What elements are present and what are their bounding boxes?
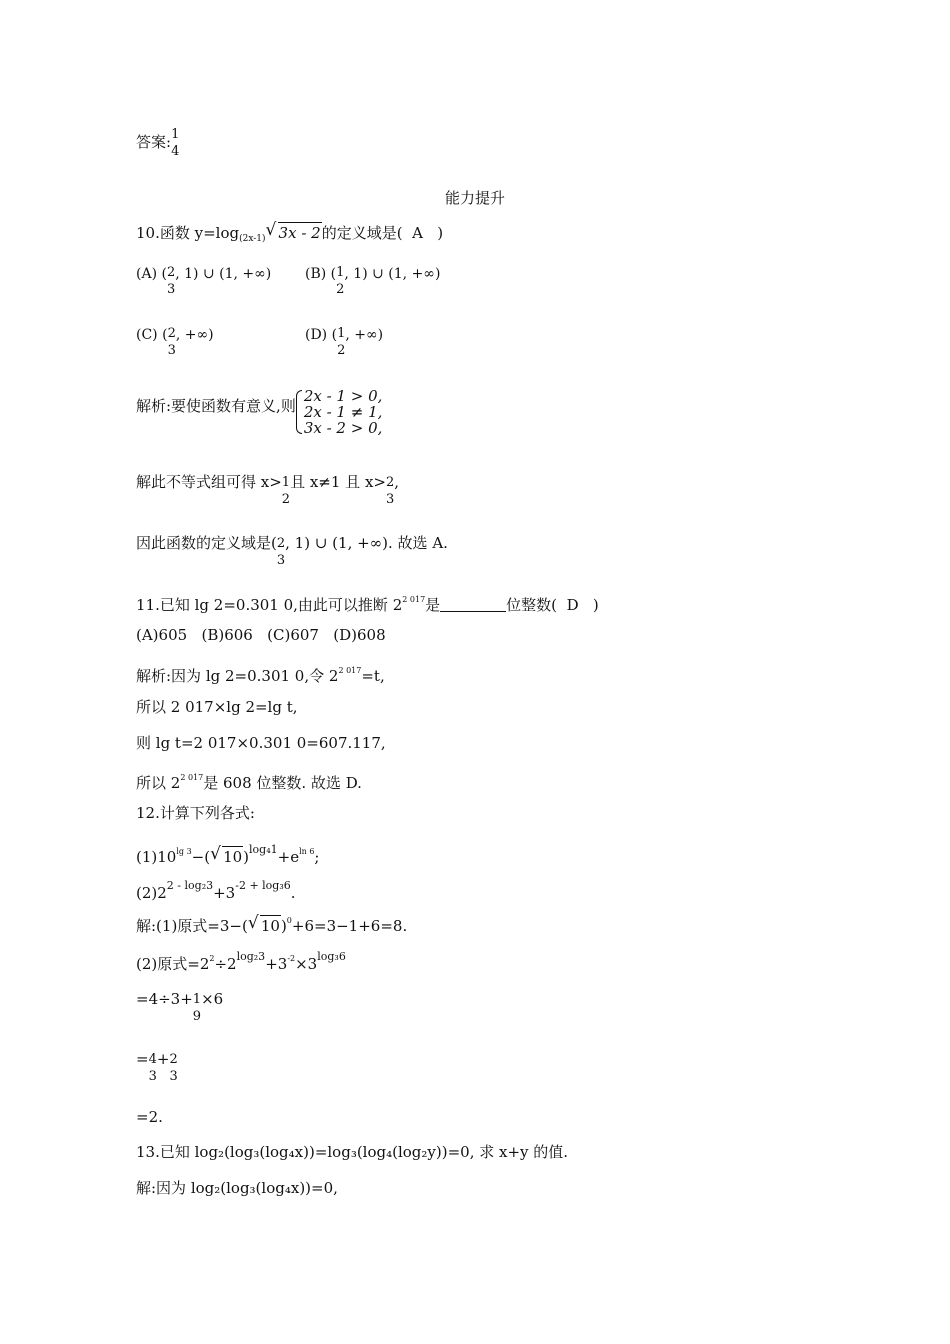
q13-stem: 13.已知 log₂(log₃(log₄x))=log₃(log₄(log₂y))=0, 求 x+y 的值. bbox=[136, 1143, 569, 1161]
q12-stem: 12.计算下列各式: bbox=[136, 804, 255, 822]
sqrt-ten: √ 10 bbox=[248, 915, 281, 936]
q12-part-1: $(1)10^{lg 3}-(√$ $10)^{log_41}+e^{ln 6}$; bbox=[136, 840, 319, 867]
q10-option-c: (C) ( 2 3 , +∞) bbox=[136, 326, 214, 358]
q12-solution-2: (2)原式$=2^2\div 2^{log_23}+3^{-2}\times 3^{log_36}$ bbox=[136, 950, 346, 973]
q11-options: (A)605 (B)606 (C)607 (D)608 bbox=[136, 626, 386, 644]
q10-option-a: (A) ( 2 3 , 1) ∪ (1, +∞) bbox=[136, 265, 272, 297]
fill-blank bbox=[440, 597, 506, 612]
q11-stem: 11.已知 lg 2=0.301 0,由此可以推断 $2^{2 017}$是 位整数( D ) bbox=[136, 595, 599, 614]
section-title: 能力提升 bbox=[444, 189, 505, 207]
answer-9-line bbox=[136, 127, 180, 160]
answer-label: 答案: bbox=[136, 133, 172, 151]
q10-answer: A bbox=[412, 224, 423, 242]
q13-solution: 解:因为 log₂(log₃(log₄x))=0, bbox=[136, 1179, 338, 1197]
inequality-system: 2x - 1 > 0, 2x - 1 ≠ 1, 3x - 2 > 0, bbox=[296, 388, 383, 436]
sqrt-expression: √ 3x - 2 bbox=[266, 222, 322, 243]
q11-solution-1: 解析:因为 lg 2=0.301 0,令 $2^{2 017}=t$, bbox=[136, 666, 385, 685]
q10-solution-1: 解析:要使函数有意义,则 2x - 1 > 0, 2x - 1 ≠ 1, 3x - 2 > 0, bbox=[136, 387, 383, 437]
q11-solution-3: 则 lg t=2 017×0.301 0=607.117, bbox=[136, 734, 386, 752]
q10-option-d: (D) ( 1 2 , +∞) bbox=[305, 326, 384, 358]
q10-stem: 10.函数 $y=\log_{(2x-1)}√$ 3x - 2的定义域是( A ) bbox=[136, 222, 443, 249]
q12-solution-4: = 4 3 + 2 3 bbox=[136, 1050, 178, 1084]
q10-solution-3: 因此函数的定义域是( 2 3 , 1) ∪ (1, +∞). 故选 A. bbox=[136, 534, 448, 568]
q12-part-2: $(2)2^{2 - log_23}+3^{-2 + log_36}$. bbox=[136, 879, 296, 902]
q11-answer: D bbox=[566, 596, 579, 614]
q11-solution-2: 所以 2 017×lg 2=lg t, bbox=[136, 698, 298, 716]
q10-option-b: (B) ( 1 2 , 1) ∪ (1, +∞) bbox=[305, 265, 441, 297]
answer-fraction: 1 4 bbox=[171, 127, 180, 159]
q10-solution-2: 解此不等式组可得 x> 1 2 且 x≠1 且 x> 2 3 , bbox=[136, 473, 400, 507]
q12-solution-3: =4÷3+ 1 9 ×6 bbox=[136, 990, 224, 1024]
q12-solution-1: 解:(1)原式=3−(√ 10)$^0$+6=3−1+6=8. bbox=[136, 911, 407, 936]
sqrt-ten: √ 10 bbox=[210, 846, 243, 867]
q12-solution-5: =2. bbox=[136, 1108, 163, 1126]
q11-solution-4: 所以 $2^{2 017}$是 608 位整数. 故选 D. bbox=[136, 773, 362, 792]
